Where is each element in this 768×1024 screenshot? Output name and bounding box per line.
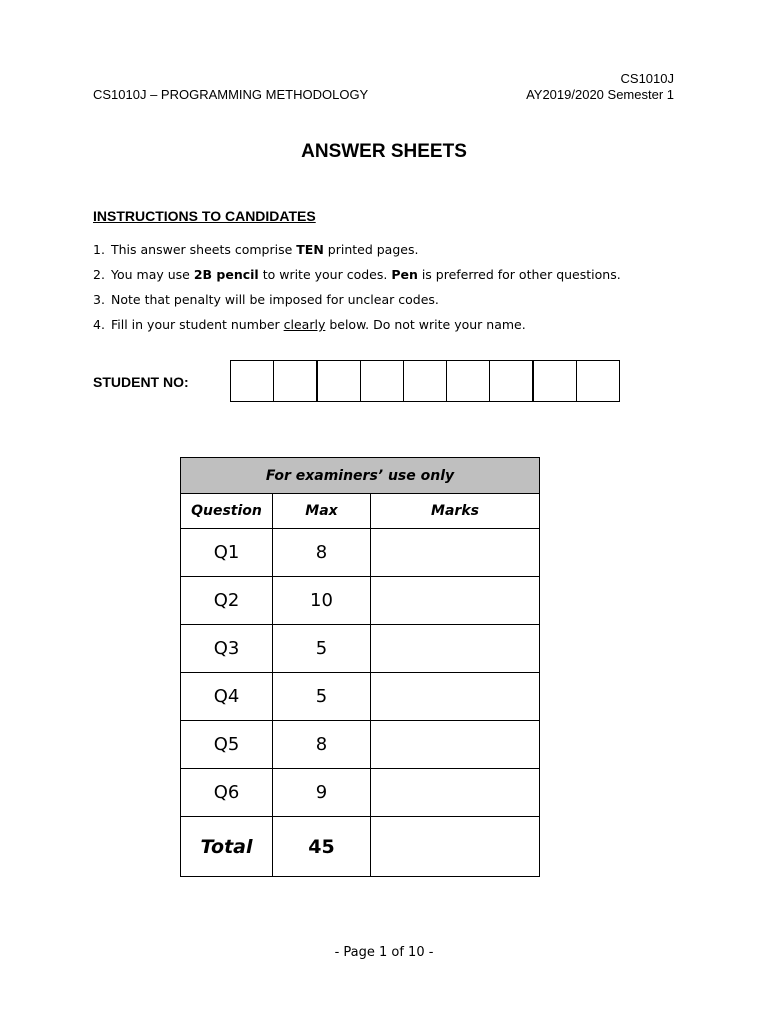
student-number-digit-box[interactable] xyxy=(489,360,533,402)
instruction-number: 2. xyxy=(93,267,105,282)
table-row xyxy=(181,577,540,625)
question-cell: Q3 xyxy=(181,625,273,673)
question-cell: Q4 xyxy=(181,673,273,721)
student-number-digit-box[interactable] xyxy=(316,360,361,402)
marks-cell[interactable] xyxy=(371,673,540,721)
instruction-underline: clearly xyxy=(283,317,326,332)
semester-label: AY2019/2020 Semester 1 xyxy=(526,87,674,102)
table-row xyxy=(181,529,540,577)
max-cell: 10 xyxy=(273,577,371,625)
max-cell: 8 xyxy=(273,721,371,769)
instruction-number: 3. xyxy=(93,292,105,307)
student-number-digit-box[interactable] xyxy=(230,360,274,402)
student-number-digit-box[interactable] xyxy=(446,360,490,402)
question-cell: Q1 xyxy=(181,529,273,577)
student-number-digit-box[interactable] xyxy=(360,360,404,402)
total-row xyxy=(181,817,540,877)
question-cell: Q6 xyxy=(181,769,273,817)
question-cell: Q5 xyxy=(181,721,273,769)
page-title: ANSWER SHEETS xyxy=(301,141,467,162)
instruction-text: This answer sheets comprise xyxy=(111,242,297,257)
student-number-digit-box[interactable] xyxy=(576,360,620,402)
question-cell: Q2 xyxy=(181,577,273,625)
total-max: 45 xyxy=(273,817,371,877)
marks-cell[interactable] xyxy=(371,769,540,817)
instruction-text: below. Do not write your name. xyxy=(325,317,526,332)
instruction-number: 1. xyxy=(93,242,105,257)
instruction-item xyxy=(93,241,621,266)
instruction-item xyxy=(93,266,621,291)
instruction-emphasis: TEN xyxy=(296,242,324,257)
max-cell: 8 xyxy=(273,529,371,577)
marks-cell[interactable] xyxy=(371,577,540,625)
student-number-digit-box[interactable] xyxy=(403,360,447,402)
instruction-item xyxy=(93,316,621,341)
total-marks-cell[interactable] xyxy=(371,817,540,877)
instruction-item xyxy=(93,291,621,316)
instruction-number: 4. xyxy=(93,317,105,332)
student-number-digit-box[interactable] xyxy=(273,360,317,402)
instruction-text: You may use xyxy=(111,267,194,282)
instruction-text: is preferred for other questions. xyxy=(417,267,621,282)
table-row xyxy=(181,721,540,769)
course-title: CS1010J – PROGRAMMING METHODOLOGY xyxy=(93,87,369,102)
examiner-use-caption: For examiners’ use only xyxy=(181,458,540,494)
page-footer: - Page 1 of 10 - xyxy=(334,945,434,960)
instruction-text: printed pages. xyxy=(323,242,419,257)
instruction-text: to write your codes. xyxy=(258,267,392,282)
total-label: Total xyxy=(181,817,273,877)
instructions-list xyxy=(93,241,621,341)
instruction-text: Fill in your student number xyxy=(111,317,284,332)
column-header-max: Max xyxy=(273,494,371,529)
student-number-digit-box[interactable] xyxy=(532,360,577,402)
marks-cell[interactable] xyxy=(371,721,540,769)
instruction-text: Note that penalty will be imposed for unclear codes. xyxy=(111,292,439,307)
table-row xyxy=(181,673,540,721)
student-number-boxes[interactable] xyxy=(230,360,620,402)
instruction-emphasis: 2B pencil xyxy=(193,267,259,282)
column-header-question: Question xyxy=(181,494,273,529)
student-number-label: STUDENT NO: xyxy=(93,374,189,390)
max-cell: 9 xyxy=(273,769,371,817)
examiner-marks-table xyxy=(180,457,540,877)
course-code-top: CS1010J xyxy=(620,71,674,86)
max-cell: 5 xyxy=(273,625,371,673)
table-row xyxy=(181,769,540,817)
instruction-emphasis: Pen xyxy=(391,267,418,282)
column-header-marks: Marks xyxy=(371,494,540,529)
marks-cell[interactable] xyxy=(371,625,540,673)
instructions-heading: INSTRUCTIONS TO CANDIDATES xyxy=(93,208,316,224)
table-row xyxy=(181,625,540,673)
max-cell: 5 xyxy=(273,673,371,721)
marks-cell[interactable] xyxy=(371,529,540,577)
